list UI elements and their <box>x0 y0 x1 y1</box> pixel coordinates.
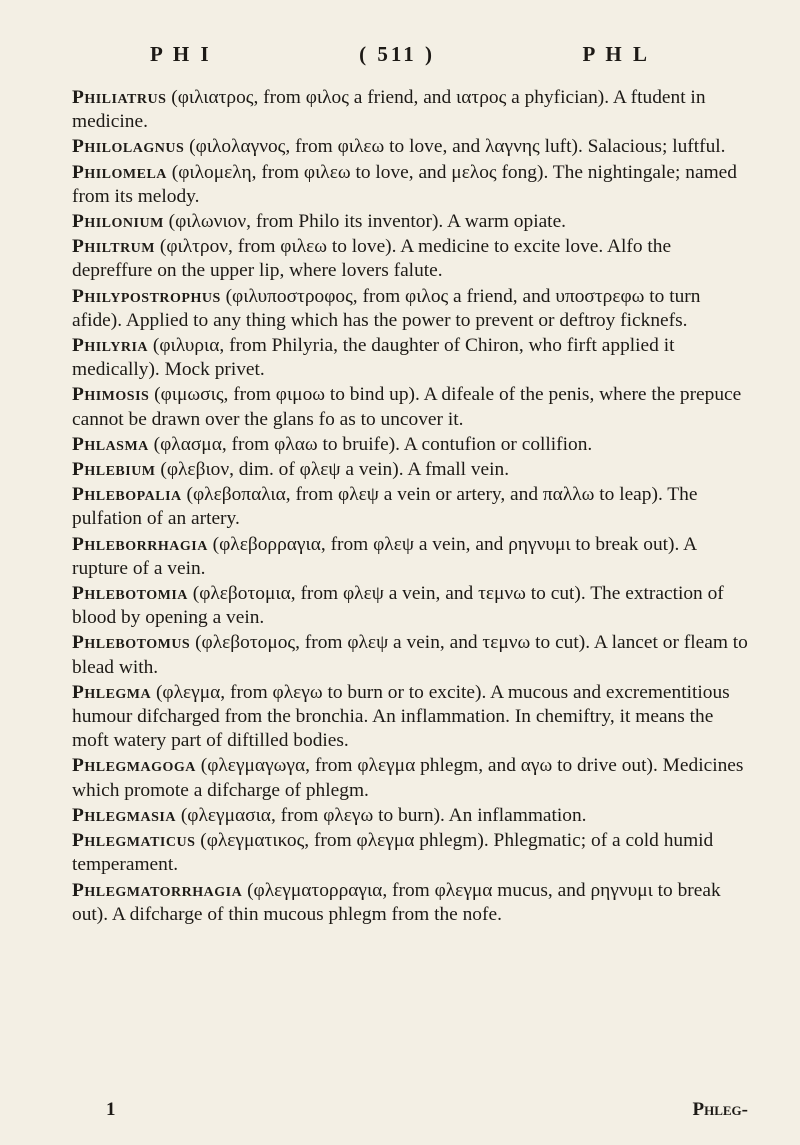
definition: (φιλομελη, from φιλεω to love, and μελος fong). The nightingale; named from its melody. <box>72 161 737 207</box>
entry <box>72 582 748 630</box>
headword: Phlebotomus <box>72 632 191 654</box>
headword: Phleborrhagia <box>72 533 208 555</box>
headword: Philonium <box>72 211 164 233</box>
entry <box>72 285 748 333</box>
running-header <box>150 42 650 67</box>
definition: (φλεγματορραγια, from φλεγμα mucus, and ρηγνυμι to break out). A difcharge of thin mucous phlegm from the nofe. <box>72 879 721 925</box>
entry <box>72 86 748 134</box>
entry <box>72 631 748 679</box>
entry <box>72 829 748 877</box>
headword: Phimosis <box>72 384 150 406</box>
entry <box>72 458 748 482</box>
definition: (φιλωνιον, from Philo its inventor). A warm opiate. <box>163 211 567 233</box>
page-number: ( 511 ) <box>359 42 435 66</box>
headword: Philolagnus <box>72 136 185 158</box>
headword: Philomela <box>72 161 167 183</box>
definition: (φιλυρια, from Philyria, the daughter of Chiron, who firft applied it medically). Mock privet. <box>72 335 675 381</box>
definition: (φλεγμα, from φλεγω to burn or to excite). A mucous and excrementitious humour difcharged from the bronchia. An inflammation. In chemiftry, it means the moft watery part of diftilled bodies. <box>72 681 730 752</box>
headword: Phlebium <box>72 459 156 481</box>
definition: (φλεβιον, dim. of φλεψ a vein). A fmall vein. <box>155 459 510 481</box>
headword: Phlegmaticus <box>72 830 196 852</box>
headword: Phlegmasia <box>72 804 176 826</box>
headword: Philypostrophus <box>72 285 221 307</box>
headword: Phlegmagoga <box>72 755 196 777</box>
header-right: P H L <box>582 42 650 66</box>
definition: (φλεγμαγωγα, from φλεγμα phlegm, and αγω to drive out). Medicines which promote a difcharge of phlegm. <box>72 755 744 801</box>
signature-mark: 1 <box>106 1099 116 1120</box>
entry <box>72 754 748 802</box>
entry <box>72 879 748 927</box>
definition: (φλεγματικος, from φλεγμα phlegm). Phlegmatic; of a cold humid temperament. <box>72 830 714 876</box>
definition: (φιλυποστροφος, from φιλος a friend, and υποστρεφω to turn afide). Applied to any thing which has the power to prevent or deftroy ficknefs. <box>72 285 701 331</box>
headword: Phlegma <box>72 681 152 703</box>
headword: Phlasma <box>72 433 149 455</box>
headword: Phlebopalia <box>72 484 182 506</box>
entry-list <box>72 86 748 928</box>
headword: Philyria <box>72 335 149 357</box>
catchword: Phleg- <box>692 1099 748 1120</box>
headword: Philtrum <box>72 236 156 258</box>
entry <box>72 235 748 283</box>
entry <box>72 483 748 531</box>
definition: (φλεβοτομος, from φλεψ a vein, and τεμνω to cut). A lancet or fleam to blead with. <box>72 632 748 678</box>
definition: (φλεγμασια, from φλεγω to burn). An inflammation. <box>175 804 587 826</box>
entry <box>72 681 748 754</box>
definition: (φλεβοπαλια, from φλεψ a vein or artery, and παλλω to leap). The pulfation of an artery. <box>72 484 698 530</box>
entry <box>72 334 748 382</box>
definition: (φλασμα, from φλαω to bruife). A contufion or collifion. <box>148 433 593 455</box>
entry <box>72 135 748 159</box>
header-left: P H I <box>150 42 212 66</box>
definition: (φιμωσις, from φιμοω to bind up). A difeale of the penis, where the prepuce cannot be drawn over the glans fo as to uncover it. <box>72 384 742 430</box>
headword: Philiatrus <box>72 87 167 108</box>
entry <box>72 210 748 234</box>
definition: (φλεβορραγια, from φλεψ a vein, and ρηγνυμι to break out). A rupture of a vein. <box>72 533 697 579</box>
definition: (φιλιατρος, from φιλος a friend, and ιατρος a phyfician). A ftudent in medicine. <box>72 87 706 133</box>
headword: Phlebotomia <box>72 583 188 605</box>
entry <box>72 161 748 209</box>
headword: Phlegmatorrhagia <box>72 879 243 901</box>
entry <box>72 383 748 431</box>
entry <box>72 433 748 457</box>
definition: (φλεβοτομια, from φλεψ a vein, and τεμνω to cut). The extraction of blood by opening a vein. <box>72 583 724 629</box>
entry <box>72 804 748 828</box>
definition: (φιλτρον, from φιλεω to love). A medicine to excite love. Alfo the depreffure on the upper lip, where lovers falute. <box>72 236 672 282</box>
definition: (φιλολαγνος, from φιλεω to love, and λαγνης luft). Salacious; luftful. <box>184 136 726 158</box>
entry <box>72 533 748 581</box>
